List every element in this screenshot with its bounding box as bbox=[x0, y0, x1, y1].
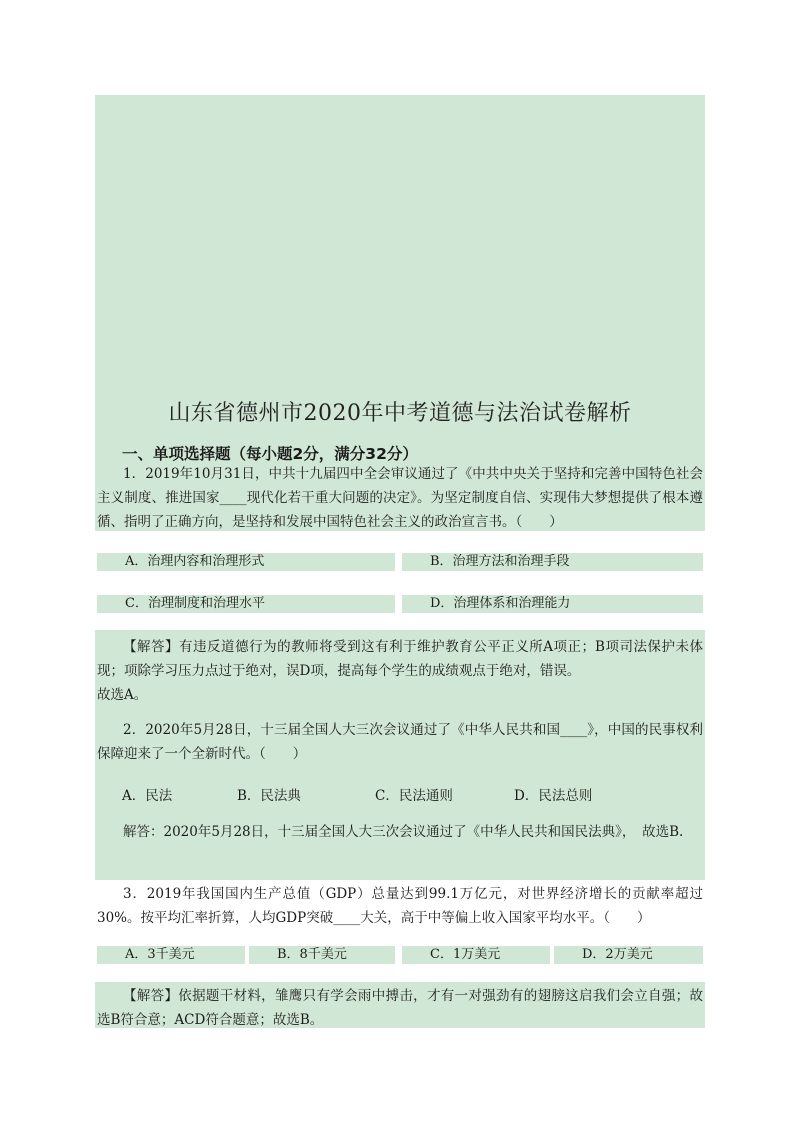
q3-option-c[interactable]: C．1万美元 bbox=[402, 946, 550, 964]
page-title: 山东省德州市2020年中考道德与法治试卷解析 bbox=[168, 401, 632, 426]
a3-text: 【解答】依据题干材料，雏鹰只有学会雨中搏击，才有一对强劲有的翅膀这启我们会立自强；故选B符合意；ACD符合题意；故选B。 bbox=[97, 988, 703, 1028]
q2-option-d[interactable]: D．民法总则 bbox=[514, 788, 593, 804]
q2-option-a[interactable]: A．民法 bbox=[122, 788, 173, 804]
q3-option-a[interactable]: A．3千美元 bbox=[97, 946, 245, 964]
q1-option-a[interactable]: A．治理内容和治理形式 bbox=[97, 553, 395, 571]
q3-option-b[interactable]: B．8千美元 bbox=[249, 946, 395, 964]
a2-text: 解答：2020年5月28日，十三届全国人大三次会议通过了《中华人民共和国民法典》， 故选B. bbox=[123, 824, 684, 840]
q2-option-b[interactable]: B．民法典 bbox=[237, 788, 301, 804]
section-heading: 一、单项选择题（每小题2分，满分32分） bbox=[122, 445, 418, 463]
q1-stem: 1．2019年10月31日，中共十九届四中全会审议通过了《中共中央关于坚持和完善中国特色社会主义制度、推进国家____现代化若干重大问题的决定》。为坚定制度自信、实现伟大梦想提供了根本遵循、指明了正确方向，是坚持和发展中国特色社会主义的政治宣言书。（ ） bbox=[97, 466, 703, 530]
q1-option-d[interactable]: D．治理体系和治理能力 bbox=[402, 595, 703, 613]
q1-option-c[interactable]: C．治理制度和治理水平 bbox=[97, 595, 395, 613]
q2-option-c[interactable]: C．民法通则 bbox=[375, 788, 453, 804]
q1-option-b[interactable]: B．治理方法和治理手段 bbox=[402, 553, 703, 571]
q3-stem: 3．2019年我国国内生产总值（GDP）总量达到99.1万亿元，对世界经济增长的贡献率超过30%。按平均汇率折算，人均GDP突破____大关，高于中等偏上收入国家平均水平。（ ） bbox=[97, 886, 703, 926]
q2-stem: 2．2020年5月28日，十三届全国人大三次会议通过了《中华人民共和国____》，中国的民事权利保障迎来了一个全新时代。（ ） bbox=[97, 722, 703, 762]
q3-option-d[interactable]: D．2万美元 bbox=[554, 946, 703, 964]
a1-text: 【解答】有违反道德行为的教师将受到这有利于维护教育公平正义所A项正；B项司法保护未体现；项除学习压力点过于绝对，误D项，提高每个学生的成绩观点于绝对，错误。 bbox=[97, 639, 703, 679]
a1-conclusion: 故选A。 bbox=[97, 687, 148, 703]
q2-options bbox=[122, 784, 592, 804]
